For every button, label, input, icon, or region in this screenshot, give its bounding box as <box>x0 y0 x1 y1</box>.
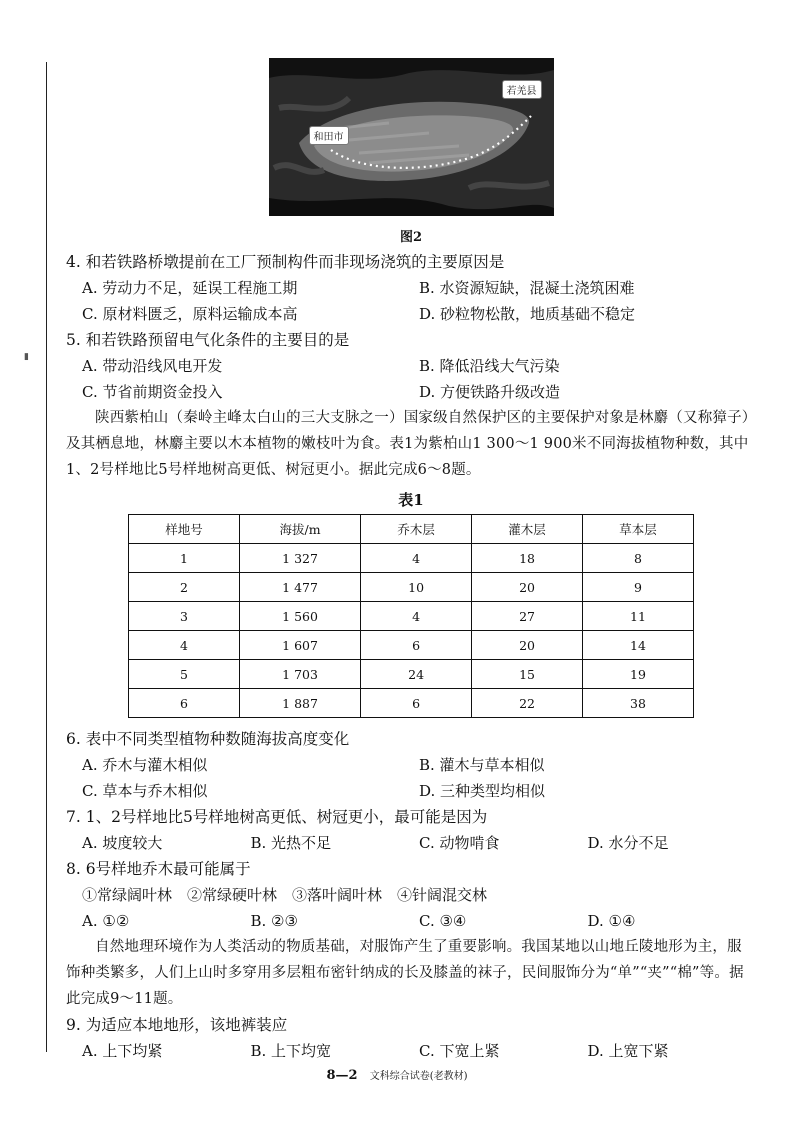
table-cell: 38 <box>583 689 694 718</box>
option-d: D. 砂粒物松散，地质基础不稳定 <box>419 305 636 323</box>
table-row <box>129 660 694 689</box>
option-c: C. 动物啃食 <box>419 834 500 852</box>
table-cell: 27 <box>472 602 583 631</box>
table-header-cell: 样地号 <box>129 515 240 544</box>
question-5-options-row-2 <box>66 379 756 405</box>
question-7-stem: 7. 1、2号样地比5号样地树高更低、树冠更小，最可能是因为 <box>66 808 488 826</box>
table-cell: 3 <box>129 602 240 631</box>
paper-name: 文科综合试卷(老教材) <box>369 1071 468 1082</box>
option-b: B. 水资源短缺，混凝土浇筑困难 <box>419 279 635 297</box>
question-6-options-row-2 <box>66 778 756 804</box>
question-8-options <box>66 908 756 934</box>
option-b: B. ②③ <box>250 912 298 930</box>
table-cell: 15 <box>472 660 583 689</box>
table-cell: 6 <box>361 689 472 718</box>
option-b: B. 灌木与草本相似 <box>419 756 545 774</box>
option-a: A. 坡度较大 <box>82 834 163 852</box>
option-c: C. 下宽上紧 <box>419 1042 500 1060</box>
table-header-cell: 草本层 <box>583 515 694 544</box>
option-b: B. 光热不足 <box>250 834 332 852</box>
question-8-stem: 8. 6号样地乔木最可能属于 <box>66 860 251 878</box>
question-8-sub-items: ①常绿阔叶林 ②常绿硬叶林 ③落叶阔叶林 ④针阔混交林 <box>82 886 488 904</box>
table-cell: 6 <box>361 631 472 660</box>
table-row <box>129 544 694 573</box>
question-5-options-row-1 <box>66 353 756 379</box>
option-d: D. ①④ <box>587 912 636 930</box>
table-cell: 10 <box>361 573 472 602</box>
table-cell: 4 <box>361 544 472 573</box>
option-c: C. 原材料匮乏，原料运输成本高 <box>82 305 298 323</box>
table-cell: 1 477 <box>239 573 360 602</box>
table-header-cell: 海拔/m <box>239 515 360 544</box>
table-cell: 8 <box>583 544 694 573</box>
exam-page-content <box>66 58 756 1064</box>
table-header-cell: 乔木层 <box>361 515 472 544</box>
question-5-stem: 5. 和若铁路预留电气化条件的主要目的是 <box>66 331 350 349</box>
table-cell: 19 <box>583 660 694 689</box>
option-b: B. 降低沿线大气污染 <box>419 357 560 375</box>
table-cell: 1 327 <box>239 544 360 573</box>
table-cell: 9 <box>583 573 694 602</box>
question-4-options-row-2 <box>66 301 756 327</box>
option-a: A. ①② <box>82 912 130 930</box>
option-d: D. 水分不足 <box>587 834 669 852</box>
table-cell: 14 <box>583 631 694 660</box>
option-a: A. 劳动力不足，延误工程施工期 <box>82 279 298 297</box>
table-cell: 5 <box>129 660 240 689</box>
passage-zibaishan: 陕西紫柏山（秦岭主峰太白山的三大支脉之一）国家级自然保护区的主要保护对象是林麝（又称獐子）及其栖息地，林麝主要以木本植物的嫩枝叶为食。表1为紫柏山1 300～1 900米不同海拔植物种数，其中1、2号样地比5号样地树高更低、树冠更小。据此完成6～8题。 <box>66 410 750 478</box>
table-cell: 1 703 <box>239 660 360 689</box>
question-6-options-row-1 <box>66 752 756 778</box>
page-number: 8—2 <box>326 1068 358 1083</box>
table-row <box>129 573 694 602</box>
question-9-stem: 9. 为适应本地地形，该地裤装应 <box>66 1016 288 1034</box>
option-a: A. 上下均紧 <box>82 1042 163 1060</box>
figure-caption: 图2 <box>399 230 423 245</box>
question-4-options-row-1 <box>66 275 756 301</box>
question-6-stem: 6. 表中不同类型植物种数随海拔高度变化 <box>66 730 350 748</box>
table-header-row <box>129 515 694 544</box>
table-row <box>129 631 694 660</box>
table-cell: 18 <box>472 544 583 573</box>
page-left-border <box>46 62 47 1052</box>
option-b: B. 上下均宽 <box>250 1042 332 1060</box>
option-c: C. ③④ <box>419 912 467 930</box>
plant-species-table <box>128 514 694 718</box>
option-c: C. 草本与乔木相似 <box>82 782 208 800</box>
table-cell: 1 560 <box>239 602 360 631</box>
satellite-map-figure <box>269 58 554 216</box>
table-cell: 20 <box>472 573 583 602</box>
table-cell: 1 607 <box>239 631 360 660</box>
page-footer <box>0 1067 794 1083</box>
option-d: D. 三种类型均相似 <box>419 782 546 800</box>
passage-clothing: 自然地理环境作为人类活动的物质基础，对服饰产生了重要影响。我国某地以山地丘陵地形为主，服饰种类繁多，人们上山时多穿用多层粗布密针纳成的长及膝盖的袜子，民间服饰分为“单”“夹”“棉”等。据此完成9～11题。 <box>66 939 744 1007</box>
table-cell: 4 <box>361 602 472 631</box>
option-a: A. 乔木与灌木相似 <box>82 756 208 774</box>
table-cell: 4 <box>129 631 240 660</box>
question-7-options <box>66 830 756 856</box>
table-cell: 2 <box>129 573 240 602</box>
question-4-stem: 4. 和若铁路桥墩提前在工厂预制构件而非现场浇筑的主要原因是 <box>66 253 505 271</box>
table-title: 表1 <box>398 491 424 509</box>
table-cell: 11 <box>583 602 694 631</box>
option-d: D. 方便铁路升级改造 <box>419 383 561 401</box>
table-cell: 20 <box>472 631 583 660</box>
question-9-options <box>66 1038 756 1064</box>
table-cell: 6 <box>129 689 240 718</box>
option-c: C. 节省前期资金投入 <box>82 383 223 401</box>
table-cell: 22 <box>472 689 583 718</box>
table-cell: 1 <box>129 544 240 573</box>
table-row <box>129 689 694 718</box>
table-header-cell: 灌木层 <box>472 515 583 544</box>
margin-mark: ▮ <box>24 352 29 362</box>
map-label-ruoqiang: 若羌县 <box>502 80 542 99</box>
table-cell: 1 887 <box>239 689 360 718</box>
table-row <box>129 602 694 631</box>
map-label-hotan: 和田市 <box>309 126 349 145</box>
table-cell: 24 <box>361 660 472 689</box>
option-d: D. 上宽下紧 <box>587 1042 669 1060</box>
option-a: A. 带动沿线风电开发 <box>82 357 223 375</box>
